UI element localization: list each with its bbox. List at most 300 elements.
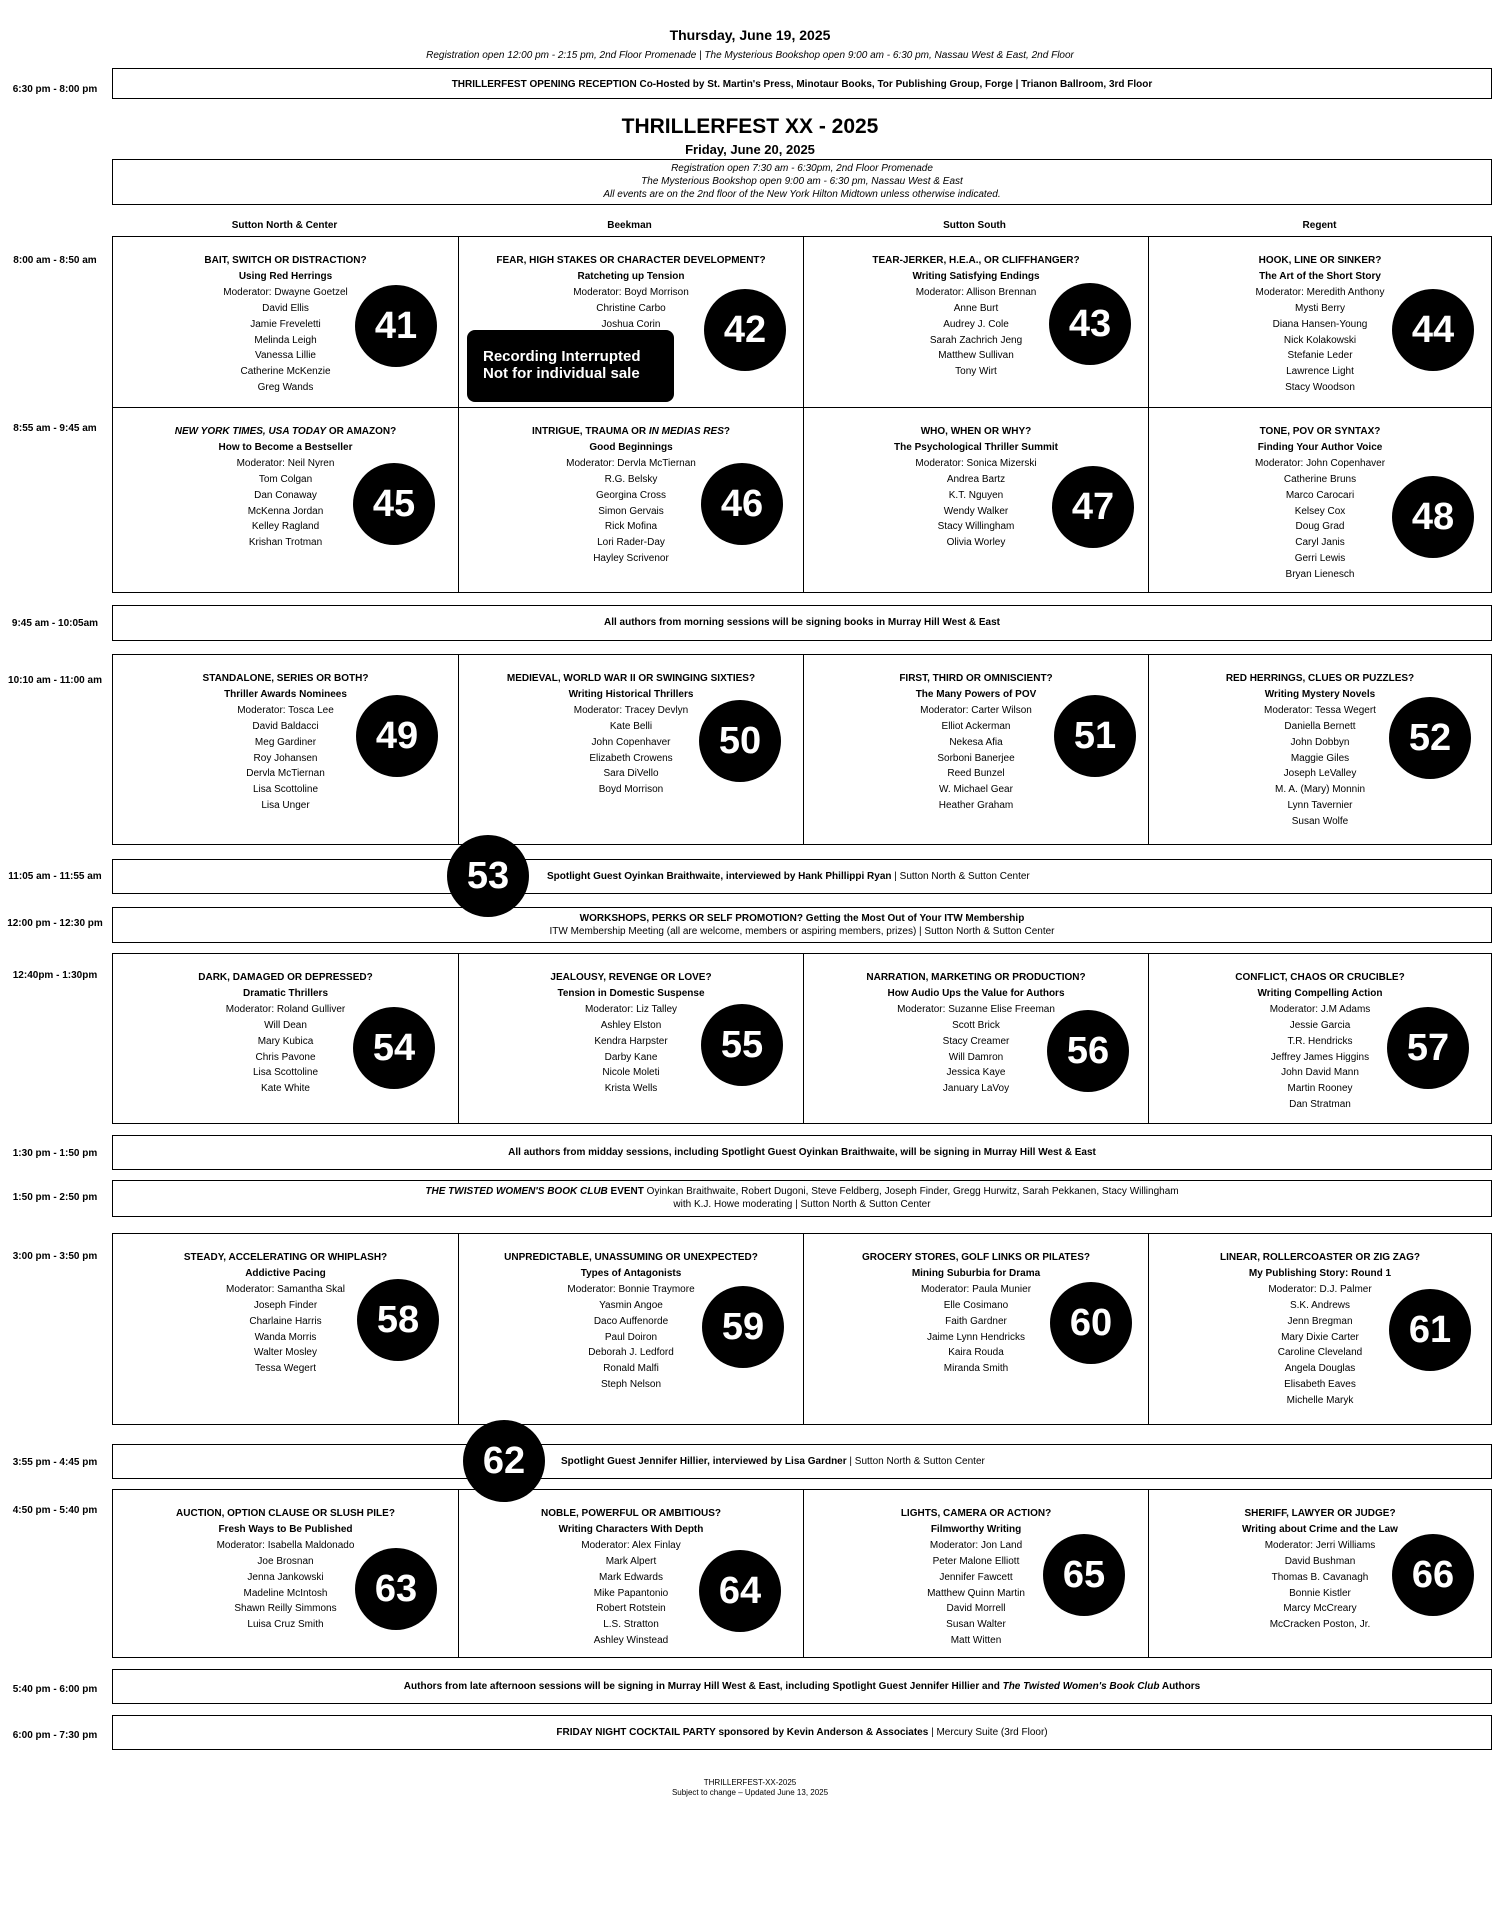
session-subtitle: Mining Suburbia for Drama	[911, 1267, 1041, 1279]
signing-morning-text: All authors from morning sessions will be signing books in Murray Hill West & East	[604, 617, 1000, 628]
panelist: Sarah Zachrich Jeng	[929, 334, 1023, 346]
session-number-badge: 42	[704, 289, 786, 371]
panelist: Lynn Tavernier	[1287, 800, 1353, 812]
panelist: Dan Stratman	[1289, 1099, 1351, 1111]
session-title: TEAR-JERKER, H.E.A., OR CLIFFHANGER?	[872, 255, 1080, 266]
panelist: S.K. Andrews	[1289, 1299, 1351, 1311]
session-moderator: Moderator: Liz Talley	[584, 1003, 678, 1015]
book-club-box	[112, 1180, 1492, 1217]
session-title: STEADY, ACCELERATING OR WHIPLASH?	[183, 1252, 388, 1263]
panelist: Kelsey Cox	[1294, 505, 1346, 517]
session-subtitle: Good Beginnings	[589, 441, 673, 453]
session-subtitle: Writing Historical Thrillers	[568, 688, 694, 700]
panelist: Georgina Cross	[595, 489, 667, 501]
panelist: Tessa Wegert	[255, 1363, 316, 1375]
session-cell	[803, 954, 1148, 1123]
panelist: Caroline Cleveland	[1277, 1347, 1363, 1359]
panelist: Catherine McKenzie	[240, 366, 331, 378]
session-subtitle: Writing about Crime and the Law	[1242, 1523, 1398, 1535]
panelist: Krista Wells	[604, 1083, 658, 1095]
panelist: Jeffrey James Higgins	[1270, 1051, 1370, 1063]
panelist: Kendra Harpster	[594, 1035, 668, 1047]
footer-title: THRILLERFEST-XX-2025	[703, 1778, 797, 1787]
panelist: T.R. Hendricks	[1287, 1035, 1353, 1047]
panelist: Matthew Quinn Martin	[927, 1587, 1025, 1599]
session-title: BAIT, SWITCH OR DISTRACTION?	[204, 255, 367, 266]
panelist: Lori Rader-Day	[597, 537, 665, 549]
opening-time: 6:30 pm - 8:00 pm	[12, 84, 98, 95]
session-number-badge: 56	[1047, 1010, 1129, 1092]
session-cell	[113, 1490, 458, 1657]
session-title: CONFLICT, CHAOS OR CRUCIBLE?	[1235, 972, 1405, 983]
session-block	[112, 407, 1492, 593]
session-moderator: Moderator: Tracey Devlyn	[573, 704, 689, 716]
friday-info-line: The Mysterious Bookshop open 9:00 am - 6:30 pm, Nassau West & East	[641, 176, 963, 187]
thursday-date: Thursday, June 19, 2025	[669, 27, 831, 43]
session-cell	[1148, 408, 1491, 592]
panelist: Kelley Ragland	[251, 521, 320, 533]
session-block	[112, 236, 1492, 408]
session-moderator: Moderator: Bonnie Traymore	[567, 1283, 695, 1295]
event-time: 1:50 pm - 2:50 pm	[12, 1192, 98, 1203]
session-subtitle: Addictive Pacing	[245, 1267, 326, 1279]
recording-notice-line: Recording Interrupted	[483, 348, 641, 365]
session-number-badge: 52	[1389, 697, 1471, 779]
cocktail-party-text: FRIDAY NIGHT COCKTAIL PARTY sponsored by Kevin Anderson & Associates | Mercury Suite (3rd Floor)	[556, 1727, 1048, 1738]
session-moderator: Moderator: Sonica Mizerski	[915, 457, 1037, 469]
panelist: Nicole Moleti	[602, 1067, 660, 1079]
session-cell	[113, 1234, 458, 1424]
session-moderator: Moderator: Meredith Anthony	[1255, 286, 1385, 298]
session-subtitle: Writing Compelling Action	[1257, 987, 1383, 999]
event-time: 3:55 pm - 4:45 pm	[12, 1457, 98, 1468]
panelist: Daco Auffenorde	[593, 1315, 669, 1327]
panelist: Elliot Ackerman	[941, 720, 1011, 732]
session-subtitle: Filmworthy Writing	[930, 1523, 1022, 1535]
panelist: Dan Conaway	[254, 489, 317, 501]
session-number-badge: 60	[1050, 1282, 1132, 1364]
session-title: FIRST, THIRD OR OMNISCIENT?	[899, 673, 1053, 684]
panelist: Kate Belli	[609, 720, 653, 732]
spotlight-braithwaite-box	[112, 859, 1492, 894]
session-moderator: Moderator: Boyd Morrison	[573, 286, 689, 298]
block-time: 10:10 am - 11:00 am	[8, 675, 102, 686]
block-time: 12:40pm - 1:30pm	[12, 970, 98, 981]
panelist: John Copenhaver	[591, 736, 671, 748]
panelist: Jenn Bregman	[1287, 1315, 1353, 1327]
panelist: Anne Burt	[953, 302, 999, 314]
session-title: NEW YORK TIMES, USA TODAY OR AMAZON?	[174, 426, 397, 437]
panelist: Lisa Scottoline	[252, 1067, 319, 1079]
event-time: 11:05 am - 11:55 am	[8, 871, 102, 882]
panelist: Chris Pavone	[255, 1051, 316, 1063]
panelist: Susan Walter	[946, 1619, 1006, 1631]
signing-midday-box	[112, 1135, 1492, 1170]
session-subtitle: The Art of the Short Story	[1259, 270, 1381, 282]
book-club-moderator-line: with K.J. Howe moderating | Sutton North & Sutton Center	[673, 1199, 931, 1210]
panelist: Joseph Finder	[253, 1299, 318, 1311]
session-cell	[113, 237, 458, 407]
panelist: Stacy Creamer	[942, 1035, 1010, 1047]
panelist: David Morrell	[946, 1603, 1006, 1615]
session-moderator: Moderator: Allison Brennan	[915, 286, 1037, 298]
session-moderator: Moderator: Isabella Maldonado	[216, 1539, 355, 1551]
panelist: Mysti Berry	[1295, 302, 1345, 314]
session-subtitle: Fresh Ways to Be Published	[218, 1523, 353, 1535]
session-number-badge: 44	[1392, 289, 1474, 371]
panelist: Stacy Willingham	[937, 521, 1015, 533]
session-title: LIGHTS, CAMERA OR ACTION?	[900, 1508, 1052, 1519]
panelist: Heather Graham	[938, 800, 1014, 812]
session-subtitle: Writing Characters With Depth	[558, 1523, 704, 1535]
session-subtitle: Using Red Herrings	[238, 270, 333, 282]
panelist: Tony Wirt	[955, 366, 997, 378]
opening-reception-box	[112, 68, 1492, 99]
session-title: TONE, POV OR SYNTAX?	[1259, 426, 1381, 437]
session-cell	[803, 1490, 1148, 1657]
panelist: Audrey J. Cole	[943, 318, 1009, 330]
panelist: Walter Mosley	[254, 1347, 317, 1359]
panelist: Sara DiVello	[603, 768, 659, 780]
panelist: Rick Mofina	[604, 521, 658, 533]
session-moderator: Moderator: Paula Munier	[920, 1283, 1032, 1295]
session-title: FEAR, HIGH STAKES OR CHARACTER DEVELOPMENT?	[496, 255, 766, 266]
panelist: Jamie Freveletti	[250, 318, 321, 330]
panelist: Mary Kubica	[257, 1035, 314, 1047]
panelist: Jenna Jankowski	[247, 1571, 324, 1583]
session-number-badge: 61	[1389, 1289, 1471, 1371]
panelist: Tom Colgan	[258, 473, 313, 485]
session-moderator: Moderator: D.J. Palmer	[1268, 1283, 1372, 1295]
panelist: Meg Gardiner	[254, 736, 317, 748]
signing-morning-box	[112, 605, 1492, 641]
session-number-badge: 64	[699, 1550, 781, 1632]
panelist: Steph Nelson	[600, 1379, 662, 1391]
panelist: Reed Bunzel	[947, 768, 1005, 780]
panelist: Jessica Kaye	[946, 1067, 1006, 1079]
recording-interrupted-notice	[467, 330, 674, 402]
session-subtitle: The Psychological Thriller Summit	[894, 441, 1058, 453]
session-cell	[458, 1234, 803, 1424]
panelist: K.T. Nguyen	[948, 489, 1004, 501]
room-header-sutton-south: Sutton South	[943, 220, 1006, 231]
panelist: Ronald Malfi	[603, 1363, 659, 1375]
block-time: 3:00 pm - 3:50 pm	[12, 1251, 98, 1262]
session-moderator: Moderator: Carter Wilson	[920, 704, 1032, 716]
panelist: Lawrence Light	[1286, 366, 1354, 378]
session-moderator: Moderator: Dwayne Goetzel	[223, 286, 348, 298]
session-subtitle: Writing Satisfying Endings	[912, 270, 1040, 282]
spotlight-hillier-text: Spotlight Guest Jennifer Hillier, interviewed by Lisa Gardner | Sutton North & Sutton Center	[561, 1456, 985, 1467]
panelist: W. Michael Gear	[939, 784, 1013, 796]
session-number-badge: 47	[1052, 466, 1134, 548]
panelist: John David Mann	[1281, 1067, 1359, 1079]
session-number-badge: 46	[701, 463, 783, 545]
session-title: NOBLE, POWERFUL OR AMBITIOUS?	[541, 1508, 721, 1519]
session-cell	[458, 655, 803, 844]
session-moderator: Moderator: John Copenhaver	[1254, 457, 1386, 469]
panelist: Lisa Unger	[261, 800, 310, 812]
panelist: Elisabeth Eaves	[1284, 1379, 1356, 1391]
friday-info-line: All events are on the 2nd floor of the New York Hilton Midtown unless otherwise indicated.	[603, 189, 1001, 200]
panelist: Will Damron	[948, 1051, 1004, 1063]
panelist: Jessie Garcia	[1289, 1019, 1351, 1031]
panelist: Madeline McIntosh	[243, 1587, 328, 1599]
session-block	[112, 654, 1492, 845]
session-cell	[1148, 655, 1491, 844]
panelist: Melinda Leigh	[254, 334, 317, 346]
spotlight-hillier-box	[112, 1444, 1492, 1479]
panelist: Olivia Worley	[946, 537, 1006, 549]
session-cell	[113, 408, 458, 592]
session-number-badge: 63	[355, 1548, 437, 1630]
recording-notice-line: Not for individual sale	[483, 365, 640, 382]
session-moderator: Moderator: Tessa Wegert	[1264, 704, 1376, 716]
panelist: Scott Brick	[952, 1019, 1000, 1031]
workshops-details: ITW Membership Meeting (all are welcome, members or aspiring members, prizes) | Sutton North & Sutton Center	[549, 926, 1055, 937]
session-cell	[1148, 237, 1491, 407]
session-block	[112, 1233, 1492, 1425]
signing-late-box	[112, 1669, 1492, 1704]
panelist: David Ellis	[262, 302, 309, 314]
panelist: Wanda Morris	[254, 1331, 317, 1343]
session-moderator: Moderator: Suzanne Elise Freeman	[897, 1003, 1055, 1015]
session-cell	[803, 237, 1148, 407]
panelist: Sorboni Banerjee	[937, 752, 1015, 764]
session-cell	[458, 1490, 803, 1657]
session-title: GROCERY STORES, GOLF LINKS OR PILATES?	[862, 1252, 1090, 1263]
session-moderator: Moderator: Samantha Skal	[226, 1283, 345, 1295]
session-subtitle: Tension in Domestic Suspense	[557, 987, 705, 999]
session-moderator: Moderator: Tosca Lee	[237, 704, 334, 716]
panelist: McCracken Poston, Jr.	[1269, 1619, 1371, 1631]
panelist: Ashley Winstead	[593, 1635, 669, 1647]
panelist: Luisa Cruz Smith	[247, 1619, 324, 1631]
panelist: Joe Brosnan	[257, 1555, 314, 1567]
panelist: R.G. Belsky	[604, 473, 658, 485]
session-title: RED HERRINGS, CLUES OR PUZZLES?	[1225, 673, 1415, 684]
session-title: AUCTION, OPTION CLAUSE OR SLUSH PILE?	[176, 1508, 395, 1519]
panelist: Marco Carocari	[1285, 489, 1355, 501]
session-number-badge: 43	[1049, 283, 1131, 365]
panelist: Angela Douglas	[1284, 1363, 1356, 1375]
signing-midday-text: All authors from midday sessions, including Spotlight Guest Oyinkan Braithwaite, will be signing in Murray Hill West & East	[508, 1147, 1096, 1158]
session-subtitle: How to Become a Bestseller	[218, 441, 353, 453]
panelist: Roy Johansen	[253, 752, 318, 764]
panelist: Elizabeth Crowens	[589, 752, 673, 764]
panelist: Boyd Morrison	[598, 784, 664, 796]
panelist: Nekesa Afia	[949, 736, 1003, 748]
panelist: Deborah J. Ledford	[588, 1347, 674, 1359]
panelist: McKenna Jordan	[247, 505, 324, 517]
friday-info-box	[112, 159, 1492, 205]
session-cell	[1148, 954, 1491, 1123]
panelist: Bonnie Kistler	[1289, 1587, 1351, 1599]
session-moderator: Moderator: Roland Gulliver	[225, 1003, 346, 1015]
session-subtitle: Finding Your Author Voice	[1257, 441, 1383, 453]
panelist: M. A. (Mary) Monnin	[1274, 784, 1366, 796]
session-number-badge: 57	[1387, 1007, 1469, 1089]
thursday-info: Registration open 12:00 pm - 2:15 pm, 2nd Floor Promenade | The Mysterious Bookshop open 9:00 am - 6:30 pm, Nassau West & East, 2nd Floor	[426, 50, 1074, 61]
session-cell	[113, 655, 458, 844]
panelist: Thomas B. Cavanagh	[1271, 1571, 1369, 1583]
panelist: Matt Witten	[950, 1635, 1002, 1647]
session-subtitle: Types of Antagonists	[580, 1267, 682, 1279]
friday-date: Friday, June 20, 2025	[685, 142, 815, 157]
block-time: 4:50 pm - 5:40 pm	[12, 1505, 98, 1516]
session-number-badge: 51	[1054, 695, 1136, 777]
session-moderator: Moderator: Jon Land	[929, 1539, 1023, 1551]
session-block	[112, 953, 1492, 1124]
panelist: Peter Malone Elliott	[932, 1555, 1020, 1567]
session-cell	[113, 954, 458, 1123]
event-time: 6:00 pm - 7:30 pm	[12, 1730, 98, 1741]
session-title: INTRIGUE, TRAUMA OR IN MEDIAS RES?	[532, 426, 730, 437]
session-number-badge: 49	[356, 695, 438, 777]
session-subtitle: My Publishing Story: Round 1	[1248, 1267, 1392, 1279]
panelist: Joseph LeValley	[1283, 768, 1357, 780]
panelist: Dervla McTiernan	[246, 768, 325, 780]
panelist: Matthew Sullivan	[938, 350, 1014, 362]
footer-updated: Subject to change – Updated June 13, 2025	[671, 1788, 829, 1797]
panelist: Will Dean	[264, 1019, 307, 1031]
panelist: Miranda Smith	[943, 1363, 1009, 1375]
session-subtitle: Writing Mystery Novels	[1264, 688, 1376, 700]
panelist: Paul Doiron	[604, 1331, 658, 1343]
block-time: 8:55 am - 9:45 am	[13, 423, 97, 434]
session-number-badge: 53	[447, 835, 529, 917]
panelist: Wendy Walker	[943, 505, 1009, 517]
panelist: Krishan Trotman	[248, 537, 323, 549]
panelist: Shawn Reilly Simmons	[234, 1603, 337, 1615]
panelist: Vanessa Lillie	[255, 350, 316, 362]
session-title: HOOK, LINE OR SINKER?	[1258, 255, 1382, 266]
session-block	[112, 1489, 1492, 1658]
session-cell	[803, 1234, 1148, 1424]
session-subtitle: Dramatic Thrillers	[242, 987, 329, 999]
spotlight-braithwaite-text: Spotlight Guest Oyinkan Braithwaite, interviewed by Hank Phillippi Ryan | Sutton North & Sutton Center	[547, 871, 1030, 882]
panelist: Doug Grad	[1295, 521, 1345, 533]
event-time: 1:30 pm - 1:50 pm	[12, 1148, 98, 1159]
session-number-badge: 55	[701, 1004, 783, 1086]
panelist: January LaVoy	[942, 1083, 1010, 1095]
workshops-box	[112, 907, 1492, 943]
session-title: MEDIEVAL, WORLD WAR II OR SWINGING SIXTIES?	[506, 673, 756, 684]
session-number-badge: 62	[463, 1420, 545, 1502]
panelist: Mark Alpert	[605, 1555, 657, 1567]
panelist: Jaime Lynn Hendricks	[926, 1331, 1025, 1343]
panelist: Stacy Woodson	[1285, 382, 1355, 394]
panelist: David Bushman	[1284, 1555, 1356, 1567]
panelist: Mary Dixie Carter	[1281, 1331, 1359, 1343]
friday-info-line: Registration open 7:30 am - 6:30pm, 2nd Floor Promenade	[671, 163, 933, 174]
session-moderator: Moderator: Neil Nyren	[236, 457, 335, 469]
panelist: Daniella Bernett	[1284, 720, 1356, 732]
panelist: John Dobbyn	[1290, 736, 1350, 748]
session-moderator: Moderator: Jerri Williams	[1264, 1539, 1376, 1551]
session-number-badge: 41	[355, 285, 437, 367]
session-number-badge: 65	[1043, 1534, 1125, 1616]
workshops-title: WORKSHOPS, PERKS OR SELF PROMOTION? Getting the Most Out of Your ITW Membership	[579, 913, 1025, 924]
session-moderator: Moderator: Dervla McTiernan	[566, 457, 696, 469]
session-moderator: Moderator: Alex Finlay	[581, 1539, 681, 1551]
panelist: Darby Kane	[604, 1051, 658, 1063]
session-title: SHERIFF, LAWYER OR JUDGE?	[1244, 1508, 1396, 1519]
panelist: Christine Carbo	[596, 302, 666, 314]
panelist: Kaira Rouda	[948, 1347, 1004, 1359]
panelist: Yasmin Angoe	[599, 1299, 663, 1311]
session-title: STANDALONE, SERIES OR BOTH?	[202, 673, 369, 684]
session-subtitle: The Many Powers of POV	[915, 688, 1037, 700]
session-title: WHO, WHEN OR WHY?	[920, 426, 1032, 437]
session-cell	[458, 954, 803, 1123]
opening-reception-text: THRILLERFEST OPENING RECEPTION Co-Hosted by St. Martin's Press, Minotaur Books, Tor Publishing Group, Forge | Trianon Ballroom, 3rd Floor	[451, 79, 1153, 90]
session-title: JEALOUSY, REVENGE OR LOVE?	[550, 972, 712, 983]
session-number-badge: 48	[1392, 476, 1474, 558]
room-header-regent: Regent	[1302, 220, 1337, 231]
session-title: UNPREDICTABLE, UNASSUMING OR UNEXPECTED?	[504, 1252, 758, 1263]
cocktail-party-box	[112, 1715, 1492, 1750]
panelist: Faith Gardner	[945, 1315, 1007, 1327]
session-title: LINEAR, ROLLERCOASTER OR ZIG ZAG?	[1220, 1252, 1420, 1263]
panelist: Diana Hansen-Young	[1272, 318, 1368, 330]
session-title: NARRATION, MARKETING OR PRODUCTION?	[866, 972, 1086, 983]
panelist: Bryan Lienesch	[1285, 569, 1355, 581]
panelist: Mike Papantonio	[593, 1587, 669, 1599]
session-subtitle: Thriller Awards Nominees	[224, 688, 347, 700]
panelist: Charlaine Harris	[249, 1315, 322, 1327]
panelist: Elle Cosimano	[943, 1299, 1009, 1311]
room-header-beekman: Beekman	[607, 220, 652, 231]
panelist: Gerri Lewis	[1294, 553, 1346, 565]
page-title: THRILLERFEST XX - 2025	[621, 115, 879, 138]
session-cell	[1148, 1234, 1491, 1424]
session-title: DARK, DAMAGED OR DEPRESSED?	[198, 972, 373, 983]
book-club-line: THE TWISTED WOMEN'S BOOK CLUB EVENT Oyinkan Braithwaite, Robert Dugoni, Steve Feldberg, Joseph Finder, Gregg Hurwitz, Sarah Pekkanen, Stacy Willingham	[425, 1186, 1179, 1197]
session-moderator: Moderator: J.M Adams	[1269, 1003, 1371, 1015]
signing-late-text: Authors from late afternoon sessions will be signing in Murray Hill West & East, including Spotlight Guest Jennifer Hillier and The Twisted Women's Book Club Authors	[403, 1681, 1201, 1692]
panelist: L.S. Stratton	[603, 1619, 659, 1631]
event-time: 9:45 am - 10:05am	[11, 618, 99, 629]
session-number-badge: 50	[699, 700, 781, 782]
panelist: Robert Rotstein	[596, 1603, 666, 1615]
session-number-badge: 45	[353, 463, 435, 545]
room-header-sutton-north-center: Sutton North & Center	[231, 220, 338, 231]
panelist: Jennifer Fawcett	[939, 1571, 1013, 1583]
session-number-badge: 59	[702, 1286, 784, 1368]
panelist: Michelle Maryk	[1286, 1395, 1354, 1407]
panelist: Nick Kolakowski	[1283, 334, 1357, 346]
session-cell	[1148, 1490, 1491, 1657]
panelist: Maggie Giles	[1290, 752, 1350, 764]
panelist: Susan Wolfe	[1291, 816, 1349, 828]
panelist: Greg Wands	[257, 382, 314, 394]
panelist: Caryl Janis	[1295, 537, 1345, 549]
panelist: David Baldacci	[252, 720, 319, 732]
panelist: Simon Gervais	[598, 505, 664, 517]
event-time: 5:40 pm - 6:00 pm	[12, 1684, 98, 1695]
panelist: Marcy McCreary	[1283, 1603, 1357, 1615]
event-time: 12:00 pm - 12:30 pm	[7, 918, 103, 929]
session-subtitle: How Audio Ups the Value for Authors	[887, 987, 1065, 999]
panelist: Ashley Elston	[600, 1019, 662, 1031]
panelist: Lisa Scottoline	[252, 784, 319, 796]
session-number-badge: 66	[1392, 1534, 1474, 1616]
session-cell	[803, 655, 1148, 844]
panelist: Martin Rooney	[1287, 1083, 1353, 1095]
panelist: Catherine Bruns	[1283, 473, 1357, 485]
session-cell	[803, 408, 1148, 592]
